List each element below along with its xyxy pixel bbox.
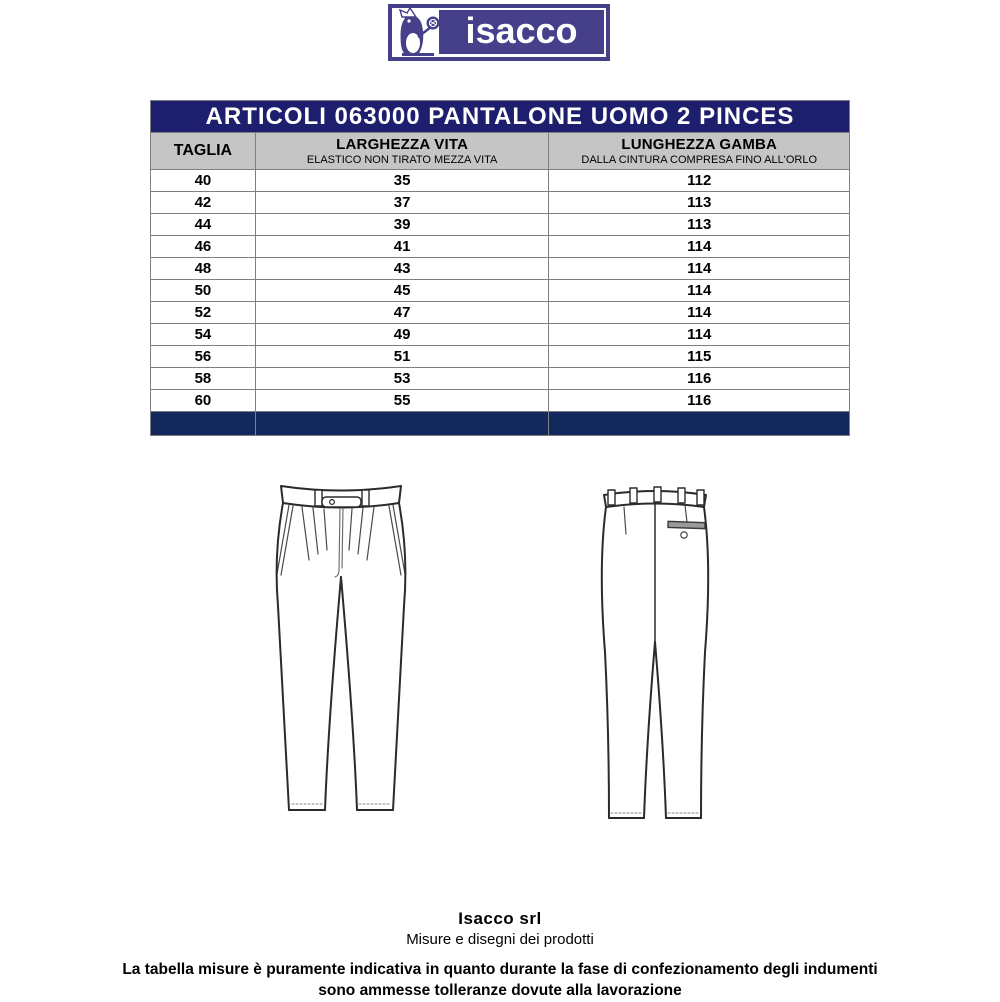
table-cell: 116 xyxy=(549,390,850,412)
table-cell: 113 xyxy=(549,214,850,236)
disclaimer-text xyxy=(0,959,1000,1002)
table-cell: 47 xyxy=(255,302,549,324)
front-side-pockets xyxy=(277,505,405,575)
table-row xyxy=(151,280,850,302)
table-cell: 35 xyxy=(255,170,549,192)
front-fly-stitch xyxy=(335,508,343,577)
front-closure-tab xyxy=(322,497,361,507)
table-cell: 44 xyxy=(151,214,256,236)
table-cell: 46 xyxy=(151,236,256,258)
table-cell: 42 xyxy=(151,192,256,214)
table-cell: 114 xyxy=(549,236,850,258)
table-footer-bar xyxy=(151,412,850,436)
back-outer-seam-left xyxy=(602,507,609,818)
disclaimer-line-2: sono ammesse tolleranze dovute alla lavorazione xyxy=(318,982,682,1000)
back-pocket-dart xyxy=(685,505,687,522)
footer-bar-cell xyxy=(549,412,850,436)
front-outer-seam-right xyxy=(393,503,405,810)
table-cell: 55 xyxy=(255,390,549,412)
logo-wordmark-block xyxy=(439,10,604,54)
table-cell: 49 xyxy=(255,324,549,346)
table-title: ARTICOLI 063000 PANTALONE UOMO 2 PINCES xyxy=(151,101,850,133)
column-header-larghezza-vita xyxy=(255,133,549,170)
size-table xyxy=(150,100,850,436)
table-cell: 54 xyxy=(151,324,256,346)
table-cell: 56 xyxy=(151,346,256,368)
table-cell: 112 xyxy=(549,170,850,192)
front-inner-seam-left xyxy=(325,577,341,810)
sheet-subtitle: Misure e disegni dei prodotti xyxy=(406,931,594,948)
table-cell: 52 xyxy=(151,302,256,324)
table-cell: 58 xyxy=(151,368,256,390)
table-cell: 41 xyxy=(255,236,549,258)
back-dart xyxy=(624,507,626,534)
front-inner-seam-right xyxy=(341,577,357,810)
footer-bar-cell xyxy=(255,412,549,436)
table-cell: 113 xyxy=(549,192,850,214)
table-row xyxy=(151,368,850,390)
pants-back-technical-drawing xyxy=(596,482,714,830)
table-cell: 40 xyxy=(151,170,256,192)
table-cell: 45 xyxy=(255,280,549,302)
column-label: LUNGHEZZA GAMBA xyxy=(621,136,778,153)
table-cell: 50 xyxy=(151,280,256,302)
column-header-lunghezza-gamba xyxy=(549,133,850,170)
table-header-row xyxy=(151,133,850,170)
isacco-logo xyxy=(388,4,610,61)
back-outer-seam-right xyxy=(701,507,708,818)
table-cell: 114 xyxy=(549,302,850,324)
table-cell: 114 xyxy=(549,324,850,346)
back-welt-pocket xyxy=(668,521,705,528)
column-sublabel: DALLA CINTURA COMPRESA FINO ALL'ORLO xyxy=(581,154,818,166)
column-label: TAGLIA xyxy=(173,142,233,159)
table-row xyxy=(151,390,850,412)
column-sublabel: ELASTICO NON TIRATO MEZZA VITA xyxy=(306,154,498,166)
table-row xyxy=(151,214,850,236)
pants-front-technical-drawing xyxy=(268,476,408,824)
penguin-chef-icon xyxy=(393,8,449,57)
table-row xyxy=(151,236,850,258)
company-name: Isacco srl xyxy=(458,909,542,928)
table-cell: 51 xyxy=(255,346,549,368)
table-row xyxy=(151,324,850,346)
table-row xyxy=(151,170,850,192)
front-outer-seam-left xyxy=(277,503,289,810)
table-row xyxy=(151,346,850,368)
table-cell: 37 xyxy=(255,192,549,214)
table-cell: 48 xyxy=(151,258,256,280)
disclaimer-line-1: La tabella misure è puramente indicativa in quanto durante la fase di confezionamento degli indumenti xyxy=(122,961,878,978)
table-cell: 60 xyxy=(151,390,256,412)
back-inner-seam-right xyxy=(655,642,666,818)
table-row xyxy=(151,302,850,324)
table-title-row xyxy=(151,101,850,133)
column-header-taglia xyxy=(151,133,256,170)
back-inner-seam-left xyxy=(644,642,655,818)
table-cell: 114 xyxy=(549,258,850,280)
table-cell: 53 xyxy=(255,368,549,390)
table-cell: 116 xyxy=(549,368,850,390)
size-table-body xyxy=(151,170,850,412)
table-row xyxy=(151,192,850,214)
back-pocket-button xyxy=(681,532,687,538)
table-row xyxy=(151,258,850,280)
table-cell: 39 xyxy=(255,214,549,236)
column-label: LARGHEZZA VITA xyxy=(336,136,469,153)
footer-bar-cell xyxy=(151,412,256,436)
table-cell: 43 xyxy=(255,258,549,280)
table-cell: 114 xyxy=(549,280,850,302)
table-cell: 115 xyxy=(549,346,850,368)
front-pleats xyxy=(302,507,374,560)
brand-wordmark: isacco xyxy=(465,9,578,51)
